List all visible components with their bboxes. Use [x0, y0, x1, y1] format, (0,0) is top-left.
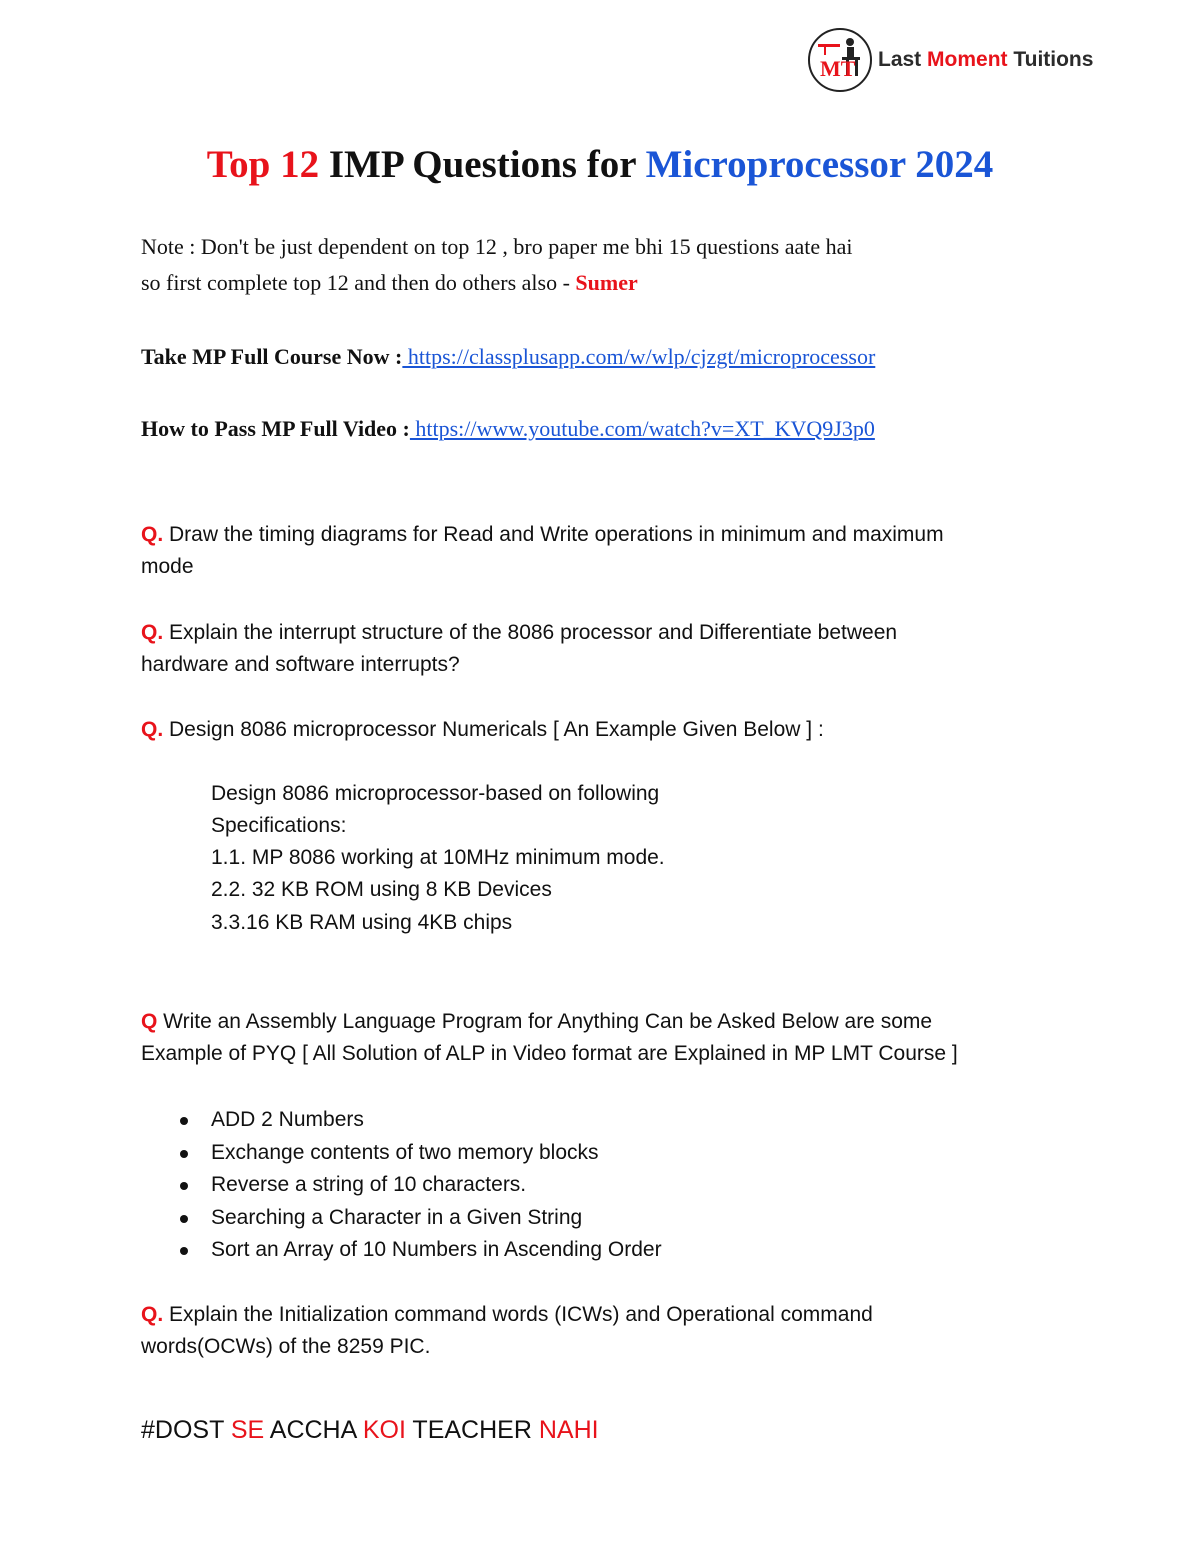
- bullet-icon: [180, 1117, 188, 1125]
- spec-line: Design 8086 microprocessor-based on following: [211, 782, 660, 805]
- spec-line: 1.1. MP 8086 working at 10MHz minimum mode.: [211, 846, 665, 869]
- note-line-1: Note : Don't be just dependent on top 12 , bro paper me bhi 15 questions aate hai: [141, 234, 853, 259]
- question-3: Q. Design 8086 microprocessor Numericals [ An Example Given Below ] :: [141, 718, 824, 741]
- alp-examples-list: [176, 1104, 662, 1267]
- bullet-icon: [180, 1215, 188, 1223]
- course-link[interactable]: https://classplusapp.com/w/wlp/cjzgt/microprocessor: [402, 344, 876, 369]
- logo-letters: MT: [820, 56, 856, 81]
- list-item: Reverse a string of 10 characters.: [176, 1169, 662, 1202]
- bullet-icon: [180, 1182, 188, 1190]
- question-5: Q. Explain the Initialization command words (ICWs) and Operational command words(OCWs) of the 8259 PIC.: [141, 1303, 873, 1358]
- video-link-line: How to Pass MP Full Video : https://www.youtube.com/watch?v=XT_KVQ9J3p0: [141, 416, 875, 441]
- bullet-icon: [180, 1247, 188, 1255]
- bullet-icon: [180, 1150, 188, 1158]
- teacher-desk-emblem-icon: [806, 26, 874, 94]
- list-item: ADD 2 Numbers: [176, 1104, 662, 1137]
- list-item: Searching a Character in a Given String: [176, 1202, 662, 1235]
- spec-line: 2.2. 32 KB ROM using 8 KB Devices: [211, 878, 552, 901]
- note-line-2: so first complete top 12 and then do others also - Sumer: [141, 270, 638, 295]
- question-2: Q. Explain the interrupt structure of the 8086 processor and Differentiate between hardware and software interrupts?: [141, 621, 898, 676]
- spec-line: Specifications:: [211, 814, 347, 837]
- brand-name: Last Moment Tuitions: [878, 48, 1094, 71]
- list-item: Exchange contents of two memory blocks: [176, 1137, 662, 1170]
- video-link[interactable]: https://www.youtube.com/watch?v=XT_KVQ9J3p0: [409, 416, 875, 441]
- tagline: #DOST SE ACCHA KOI TEACHER NAHI: [141, 1416, 599, 1444]
- question-4: Q Write an Assembly Language Program for Anything Can be Asked Below are some Example of PYQ [ All Solution of ALP in Video format are Explained in MP LMT Course ]: [141, 1010, 958, 1065]
- question-1: Q. Draw the timing diagrams for Read and Write operations in minimum and maximum mode: [141, 523, 944, 578]
- course-link-line: Take MP Full Course Now : https://classplusapp.com/w/wlp/cjzgt/microprocessor: [141, 344, 876, 369]
- page-title: Top 12 IMP Questions for Microprocessor 2024: [206, 143, 994, 186]
- note-author: Sumer: [575, 270, 638, 295]
- spec-line: 3.3.16 KB RAM using 4KB chips: [211, 911, 513, 934]
- list-item: Sort an Array of 10 Numbers in Ascending Order: [176, 1234, 662, 1267]
- brand-logo: [806, 26, 1146, 98]
